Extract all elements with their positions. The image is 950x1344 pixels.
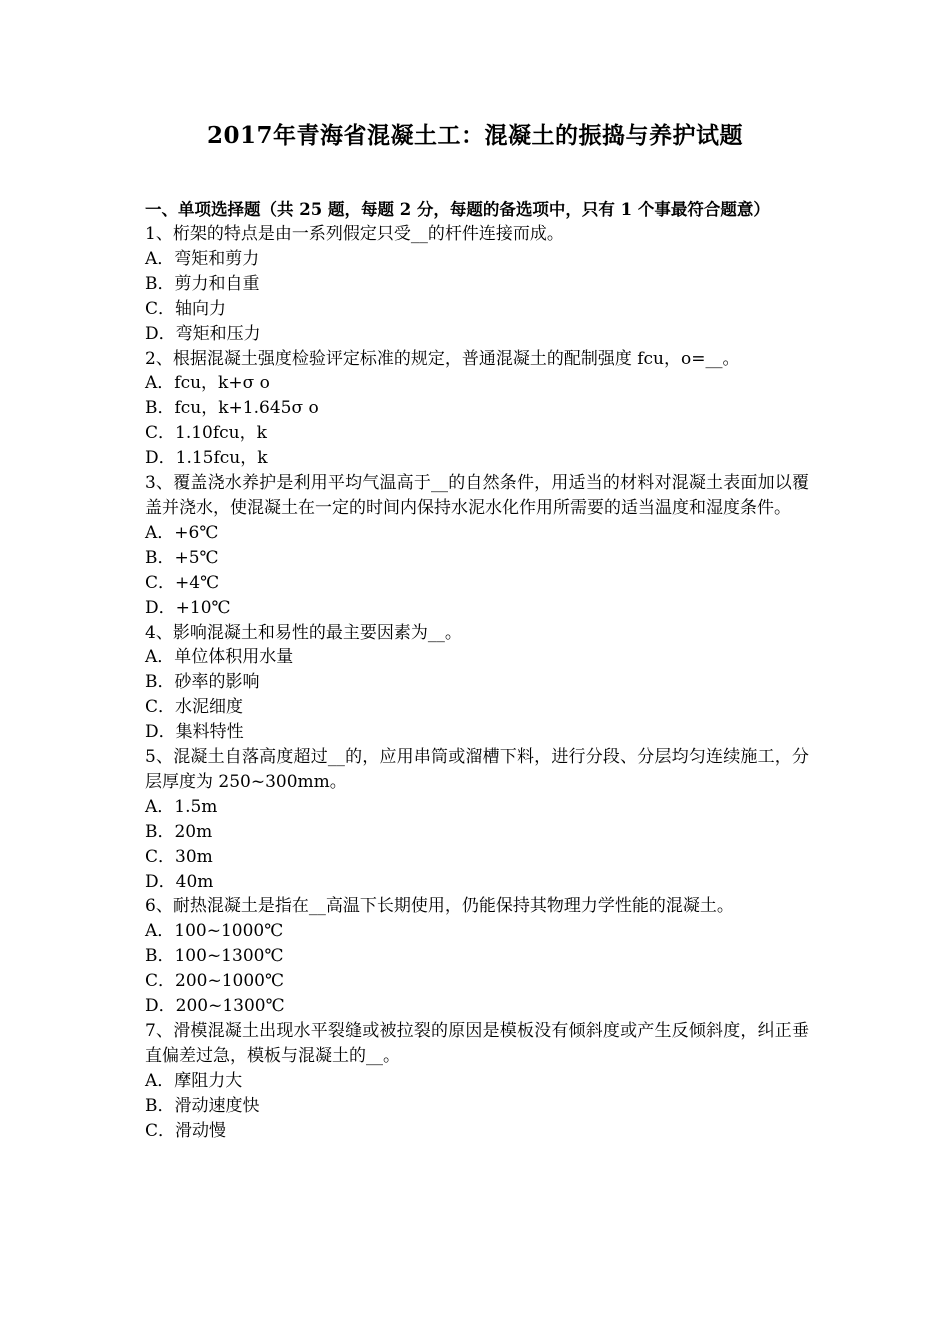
question-text: 7、滑模混凝土出现水平裂缝或被拉裂的原因是模板没有倾斜度或产生反倾斜度，纠正垂直偏差过急，模板与混凝土的__。	[145, 1021, 809, 1066]
question-5	[145, 745, 809, 894]
option-b: B．20m	[145, 821, 213, 842]
option-d: D．1.15fcu，k	[145, 448, 268, 469]
option-d: D．+10℃	[145, 597, 231, 618]
option-b: B．砂率的影响	[145, 672, 260, 693]
option-c: C．200~1000℃	[145, 971, 284, 992]
question-text: 3、覆盖浇水养护是利用平均气温高于__的自然条件，用适当的材料对混凝土表面加以覆盖并浇水，使混凝土在一定的时间内保持水泥水化作用所需要的适当温度和湿度条件。	[145, 473, 809, 518]
option-a: A．fcu，k+σ o	[145, 373, 270, 394]
question-text: 4、影响混凝土和易性的最主要因素为__。	[145, 622, 462, 643]
document-title: 2017年青海省混凝土工：混凝土的振捣与养护试题	[206, 122, 743, 149]
document-body	[145, 197, 809, 1144]
question-text: 2、根据混凝土强度检验评定标准的规定，普通混凝土的配制强度 fcu，o=__。	[145, 348, 740, 369]
option-b: B．fcu，k+1.645σ o	[145, 398, 319, 419]
option-c: C．+4℃	[145, 572, 220, 593]
question-6	[145, 894, 809, 1019]
option-d: D．200~1300℃	[145, 996, 285, 1017]
question-1	[145, 222, 809, 347]
option-a: A．100~1000℃	[145, 921, 284, 942]
section-heading: 一、单项选择题（共 25 题，每题 2 分，每题的备选项中，只有 1 个事最符合题意）	[145, 200, 770, 219]
question-text: 5、混凝土自落高度超过__的，应用串筒或溜槽下料，进行分段、分层均匀连续施工，分层厚度为 250~300mm。	[145, 747, 809, 792]
option-b: B．剪力和自重	[145, 273, 260, 294]
option-c: C．1.10fcu，k	[145, 423, 267, 444]
option-a: A．单位体积用水量	[145, 647, 294, 668]
option-c: C．滑动慢	[145, 1120, 227, 1141]
option-d: D．集料特性	[145, 722, 244, 743]
question-3	[145, 471, 809, 620]
option-b: B．+5℃	[145, 547, 219, 568]
question-4	[145, 621, 809, 746]
option-c: C．30m	[145, 846, 213, 867]
option-d: D．弯矩和压力	[145, 323, 261, 344]
question-text: 6、耐热混凝土是指在__高温下长期使用，仍能保持其物理力学性能的混凝土。	[145, 896, 734, 917]
option-a: A．弯矩和剪力	[145, 248, 260, 269]
option-b: B．100~1300℃	[145, 946, 284, 967]
question-2	[145, 347, 809, 472]
question-text: 1、桁架的特点是由一系列假定只受__的杆件连接而成。	[145, 224, 564, 244]
question-7	[145, 1019, 809, 1144]
option-d: D．40m	[145, 871, 214, 892]
option-a: A．+6℃	[145, 522, 219, 543]
option-a: A．摩阻力大	[145, 1070, 243, 1091]
option-c: C．水泥细度	[145, 697, 244, 718]
option-c: C．轴向力	[145, 298, 227, 319]
option-a: A．1.5m	[145, 796, 218, 817]
option-b: B．滑动速度快	[145, 1095, 260, 1116]
